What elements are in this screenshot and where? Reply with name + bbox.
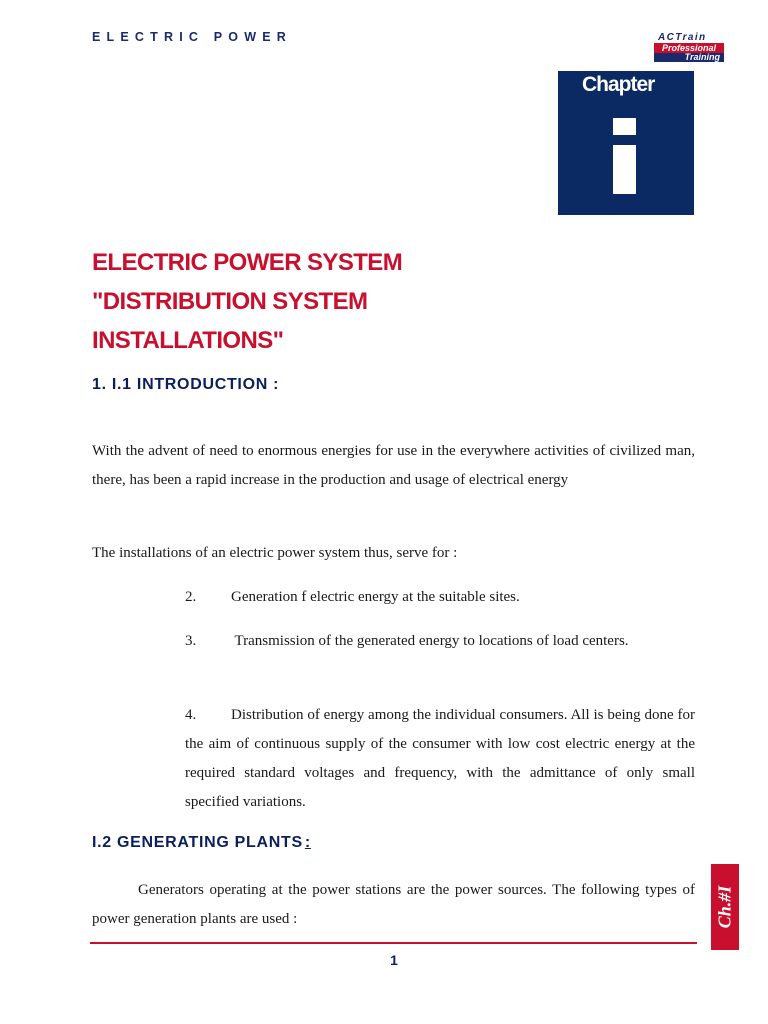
title-line-2: "DISTRIBUTION SYSTEM (92, 288, 368, 315)
list-item (185, 627, 695, 656)
logo-line-professional: Professional (654, 43, 724, 53)
side-tab-label: Ch.#I (714, 885, 735, 929)
running-header-title: ELECTRIC POWER (92, 30, 292, 44)
generating-plants-heading-text: I.2 GENERATING PLANTS (92, 834, 303, 851)
list-item-text: Transmission of the generated energy to locations of load centers. (231, 633, 629, 649)
list-item-number: 3. (185, 633, 197, 649)
section-heading-introduction: 1. I.1 INTRODUCTION : (92, 376, 280, 393)
title-line-1: ELECTRIC POWER SYSTEM (92, 249, 403, 276)
list-item-text: Distribution of energy among the individual consumers. All is being done for the aim of continuous supply of the consumer with low cost electric energy at the required standard voltages and frequency, with the admittance of only small specified variations. (185, 707, 695, 810)
list-item (185, 583, 695, 612)
logo-line-training: Training (654, 53, 724, 62)
list-item (185, 701, 695, 817)
installations-paragraph: The installations of an electric power system thus, serve for : (92, 545, 458, 561)
section-heading-generating-plants (92, 834, 311, 852)
chapter-side-tab (711, 864, 739, 950)
document-title (92, 243, 402, 360)
chapter-word: Chapter (582, 73, 655, 96)
title-line-3: INSTALLATIONS" (92, 327, 284, 354)
chapter-badge (558, 71, 694, 215)
list-item-number: 2. (185, 589, 197, 605)
intro-paragraph: With the advent of need to enormous energies for use in the everywhere activities of civilized man, there, has been a rapid increase in the production and usage of electrical energy (92, 443, 695, 488)
actrain-logo (654, 33, 724, 62)
footer-divider (90, 942, 697, 944)
heading-colon: : (304, 834, 311, 851)
chapter-letter-i-icon (613, 118, 636, 194)
page-number: 1 (390, 952, 398, 968)
list-item-text: Generation f electric energy at the suitable sites. (231, 589, 520, 605)
logo-line-actrain: ACTrain (658, 32, 707, 43)
generators-paragraph: Generators operating at the power stations are the power sources. The following types of power generation plants are used : (92, 882, 695, 927)
list-item-number: 4. (185, 707, 197, 723)
